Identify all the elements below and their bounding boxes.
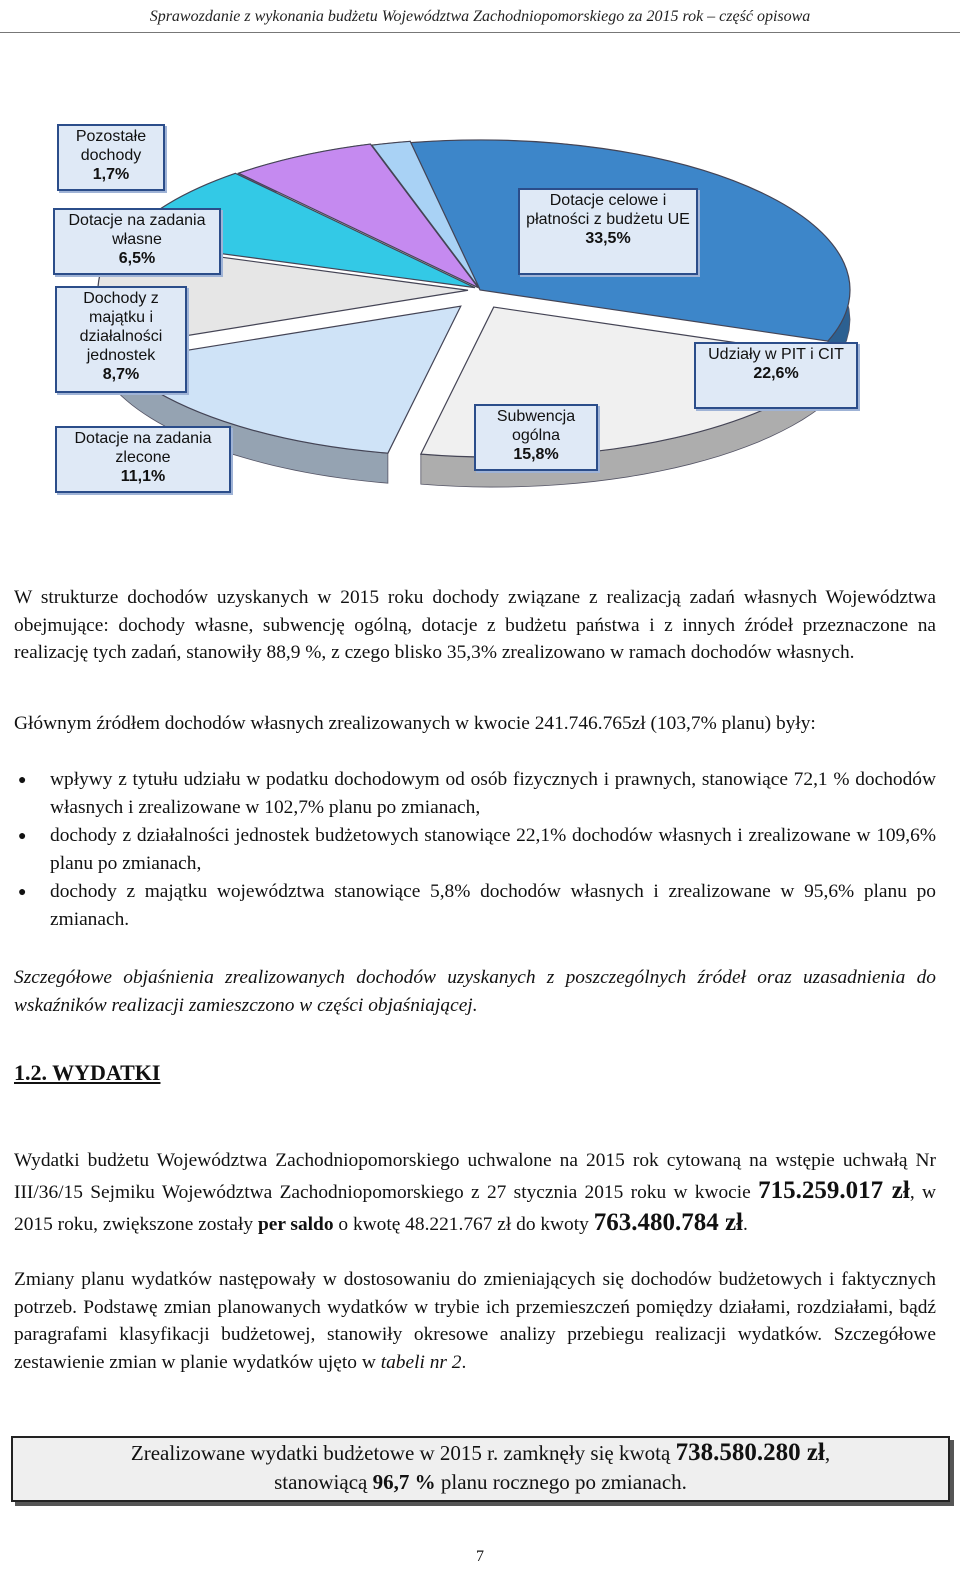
- zmiany-text-end: .: [461, 1351, 467, 1373]
- summary-box: [11, 1436, 950, 1502]
- wydatki-text-c: o kwotę 48.221.767 zł do kwoty: [333, 1214, 594, 1235]
- paragraph-wydatki-uchwalone: [14, 1146, 936, 1240]
- summary-text-end: ,: [824, 1441, 831, 1465]
- wydatki-text-b: , w 2015 roku, zwiększone zostały: [14, 1182, 937, 1235]
- label-pit-cit-value: 22,6%: [753, 365, 799, 382]
- page-header: [0, 0, 960, 33]
- list-item-pit-cit: wpływy z tytułu udziału w podatku dochodowym od osób fizycznych i prawnych, stanowiące 72,1 % dochodów własnych i zrealizowane w 102,7% planu po zmianach,: [50, 769, 936, 818]
- label-pozostale: [57, 124, 165, 191]
- bullet-3: ●: [18, 885, 27, 900]
- wydatki-amount-initial: 715.259.017 zł: [758, 1177, 910, 1204]
- label-subwencja-name: Subwencja ogólna: [496, 408, 576, 444]
- label-dotacje-ue-name: Dotacje celowe i płatności z budżetu UE: [526, 192, 690, 228]
- paragraph-dochody-struktura: W strukturze dochodów uzyskanych w 2015 roku dochody związane z realizacją zadań własnych Województwa obejmujące: dochody własne, subwencję ogólną, dotacje z budżetu państwa i z innych źródeł przeznaczone na realizację tych zadań, stanowiły 88,9 %, z czego blisko 35,3% zrealizowano w ramach dochodów własnych.: [14, 587, 936, 663]
- label-dotacje-ue-value: 33,5%: [585, 230, 631, 247]
- paragraph-zmiany-planu: [14, 1266, 936, 1376]
- bullet-2: ●: [18, 829, 27, 844]
- bullet-1: ●: [18, 773, 27, 788]
- label-dotacje-wlasne-name: Dotacje na zadania własne: [68, 212, 206, 248]
- label-dotacje-zlecone-value: 11,1%: [120, 468, 166, 485]
- label-majatek-value: 8,7%: [102, 366, 140, 383]
- summary-line-1: [13, 1438, 948, 1468]
- label-dotacje-wlasne-value: 6,5%: [118, 250, 156, 267]
- label-dotacje-zlecone: [55, 426, 231, 493]
- label-subwencja-value: 15,8%: [513, 446, 559, 463]
- summary-text-c: planu rocznego po zmianach.: [435, 1470, 687, 1494]
- summary-percent: 96,7 %: [372, 1470, 436, 1494]
- header-title: Sprawozdanie z wykonania budżetu Województwa Zachodniopomorskiego za 2015 rok – część opisowa: [149, 8, 811, 25]
- list-item-dzialalnosc: dochody z działalności jednostek budżetowych stanowiące 22,1% dochodów własnych i zrealizowane w 109,6% planu po zmianach,: [50, 825, 936, 874]
- label-dotacje-ue: [518, 188, 698, 275]
- zmiany-tabela-ref: tabeli nr 2: [380, 1351, 462, 1373]
- wydatki-text-a: Wydatki budżetu Województwa Zachodniopomorskiego uchwalone na 2015 rok cytowaną na wstępie uchwałą Nr III/36/15 Sejmiku Województwa Zachodniopomorskiego z 27 stycznia 2015 roku w kwocie: [14, 1150, 936, 1203]
- wydatki-per-saldo: per saldo: [257, 1214, 334, 1235]
- label-pit-cit: [694, 342, 858, 409]
- label-majatek-name: Dochody z majątku i działalności jednostek: [79, 290, 163, 364]
- summary-amount: 738.580.280 zł: [675, 1439, 825, 1466]
- paragraph-zrodla-dochodow: Głównym źródłem dochodów własnych zrealizowanych w kwocie 241.746.765zł (103,7% planu) były:: [14, 713, 816, 734]
- summary-text-a: Zrealizowane wydatki budżetowe w 2015 r. zamknęły się kwotą: [130, 1441, 676, 1465]
- label-subwencja: [474, 404, 598, 471]
- label-dotacje-zlecone-name: Dotacje na zadania zlecone: [74, 430, 212, 466]
- section-heading: 1.2. WYDATKI: [14, 1060, 161, 1085]
- label-dotacje-wlasne: [53, 208, 221, 275]
- label-majatek: [55, 286, 187, 393]
- page-number: 7: [476, 1548, 484, 1565]
- summary-text-b: stanowiącą: [274, 1470, 373, 1494]
- label-pit-cit-name: Udziały w PIT i CIT: [708, 346, 844, 363]
- list-item-majatek: dochody z majątku województwa stanowiące 5,8% dochodów własnych i zrealizowane w 95,6% planu po zmianach.: [50, 881, 936, 930]
- label-pozostale-name: Pozostałe dochody: [75, 128, 147, 164]
- paragraph-objasnienia: Szczegółowe objaśnienia zrealizowanych dochodów uzyskanych z poszczególnych źródeł oraz uzasadnienia do wskaźników realizacji zamieszczono w części objaśniającej.: [14, 967, 936, 1016]
- zmiany-text: Zmiany planu wydatków następowały w dostosowaniu do zmieniających się dochodów budżetowych i faktycznych potrzeb. Podstawę zmian planowanych wydatków w trybie ich przemieszczeń pomiędzy działami, rozdziałami, bądź paragrafami klasyfikacji budżetowej, stanowiły okresowe analizy przebiegu realizacji wydatków. Szczegółowe zestawienie zmian w planie wydatków ujęto w: [14, 1269, 936, 1373]
- wydatki-text-end: .: [742, 1214, 748, 1235]
- wydatki-amount-final: 763.480.784 zł: [593, 1209, 743, 1236]
- label-pozostale-value: 1,7%: [92, 166, 130, 183]
- summary-line-2: [13, 1468, 948, 1497]
